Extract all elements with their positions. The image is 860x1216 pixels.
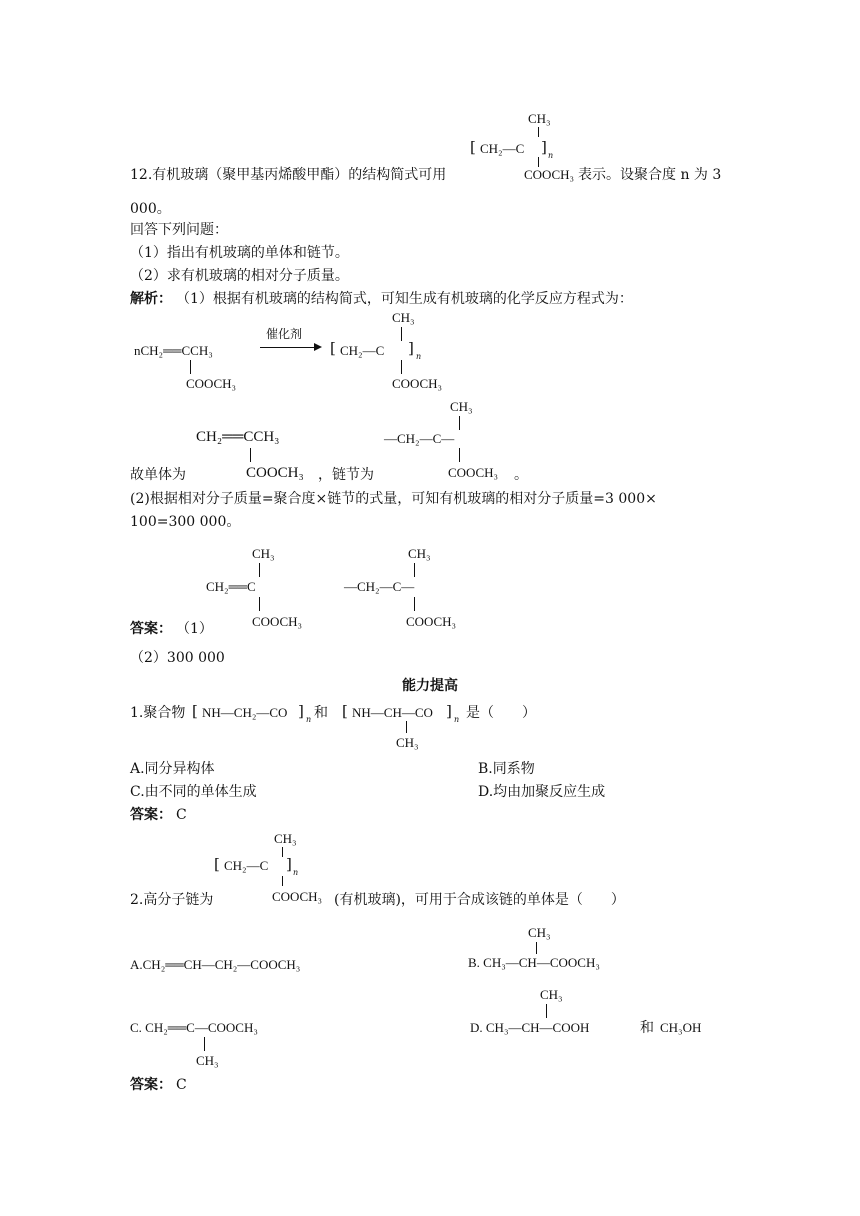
bond-line: [538, 127, 539, 137]
bond-line: [282, 876, 283, 886]
p1-prefix: 1.聚合物: [130, 705, 186, 721]
open-bracket: [: [342, 702, 348, 720]
monomer-label: 故单体为: [130, 467, 186, 483]
catalyst-label: 催化剂: [266, 327, 303, 341]
open-bracket: [: [214, 855, 220, 873]
bond-line: [546, 1004, 547, 1018]
p2-d-tail: CH₃OH: [660, 1020, 702, 1035]
p1-option-a: A.同分异构体: [130, 761, 215, 777]
bond-line: [406, 721, 407, 733]
degree-n: n: [416, 352, 422, 361]
chain-label: ，链节为: [318, 467, 374, 483]
p2-b-methyl: CH₃: [528, 925, 551, 940]
p2-d-and: 和: [640, 1020, 654, 1036]
open-bracket: [: [330, 339, 336, 357]
ans-monomer: CH₂══C: [206, 579, 256, 594]
q12-sub1: （1）指出有机玻璃的单体和链节。: [130, 245, 349, 261]
bond-line: [538, 157, 539, 167]
period: 。: [514, 467, 528, 483]
open-bracket: [: [192, 702, 198, 720]
p1-and: 和: [314, 705, 328, 721]
product-methyl: CH₃: [392, 310, 415, 325]
section-title: 能力提高: [402, 678, 458, 694]
bond-line: [250, 448, 251, 462]
bond-line: [204, 1037, 205, 1051]
chain-ester: COOCH₃: [448, 465, 499, 480]
close-bracket: ]: [298, 702, 304, 720]
p2-answer-label: 答案：: [130, 1077, 172, 1093]
p2-option-d: D. CH₃—CH—COOH: [470, 1020, 590, 1035]
ester-group: COOCH₃: [524, 167, 575, 182]
q12-line3: 回答下列问题：: [130, 222, 228, 238]
monomer-ester: COOCH₃: [246, 465, 304, 481]
part2-line2: 100=300 000。: [130, 514, 241, 530]
answer-1: （1）: [176, 621, 213, 637]
p2-option-b: B. CH₃—CH—COOCH₃: [468, 955, 600, 970]
bond-line: [401, 327, 402, 341]
degree-n: n: [293, 868, 299, 877]
bond-line: [536, 942, 537, 954]
bond-line: [401, 360, 402, 374]
p1-polymer2: NH—CH—CO: [352, 705, 433, 720]
p2-methyl: CH₃: [274, 831, 297, 846]
degree-n: n: [548, 151, 554, 160]
close-bracket: ]: [408, 339, 414, 357]
bond-line: [190, 360, 191, 374]
q12-line1-suffix: 表示。设聚合度 n 为 3: [578, 167, 722, 183]
bond-line: [459, 448, 460, 462]
ans-monomer-methyl: CH₃: [252, 546, 275, 561]
polymer-chain: CH₂—C: [480, 141, 525, 156]
p2-option-c: C. CH₂══C—COOCH₃: [130, 1020, 258, 1035]
p2-option-a: A.CH₂══CH—CH₂—COOCH₃: [130, 957, 301, 972]
reactant-monomer: nCH₂══CCH₃: [134, 343, 213, 358]
bond-line: [414, 563, 415, 577]
reaction-arrow: [260, 347, 316, 348]
answer-label: 答案：: [130, 621, 172, 637]
p2-prefix: 2.高分子链为: [130, 892, 214, 908]
p1-methyl: CH₃: [396, 735, 419, 750]
chain-unit: —CH₂—C—: [384, 431, 455, 446]
ans-chain-methyl: CH₃: [408, 546, 431, 561]
close-bracket: ]: [446, 702, 452, 720]
degree-n: n: [306, 715, 312, 724]
bond-line: [282, 847, 283, 857]
p2-suffix: (有机玻璃)，可用于合成该链的单体是（ ）: [334, 892, 625, 908]
ans-chain: —CH₂—C—: [344, 579, 415, 594]
ans-chain-ester: COOCH₃: [406, 614, 457, 629]
p1-option-b: B.同系物: [478, 761, 535, 777]
analysis-label: 解析：: [130, 291, 172, 307]
q12-sub2: （2）求有机玻璃的相对分子质量。: [130, 268, 349, 284]
close-bracket: ]: [286, 855, 292, 873]
q12-line2: 000。: [130, 201, 171, 217]
p1-option-c: C.由不同的单体生成: [130, 784, 257, 800]
q12-line1-prefix: 12.有机玻璃（聚甲基丙烯酸甲酯）的结构简式可用: [130, 167, 447, 183]
reactant-ester: COOCH₃: [186, 376, 237, 391]
answer-2: （2）300 000: [130, 650, 225, 666]
product-ester: COOCH₃: [392, 376, 443, 391]
arrow-head-icon: [314, 343, 322, 351]
analysis-text: （1）根据有机玻璃的结构简式，可知生成有机玻璃的化学反应方程式为：: [176, 291, 633, 307]
product-chain: CH₂—C: [340, 343, 385, 358]
close-bracket: ]: [541, 138, 547, 156]
p2-answer: C: [176, 1077, 187, 1093]
p1-polymer1: NH—CH₂—CO: [202, 705, 288, 720]
bond-line: [414, 597, 415, 611]
p1-answer: C: [176, 807, 187, 823]
ans-monomer-ester: COOCH₃: [252, 614, 303, 629]
degree-n: n: [454, 715, 460, 724]
part2-line1: (2)根据相对分子质量=聚合度×链节的式量，可知有机玻璃的相对分子质量=3 000×: [130, 491, 657, 507]
p2-ester: COOCH₃: [272, 889, 323, 904]
bond-line: [459, 416, 460, 430]
monomer-formula: CH₂══CCH₃: [196, 429, 280, 445]
open-bracket: [: [470, 138, 476, 156]
bond-line: [259, 597, 260, 611]
p2-chain: CH₂—C: [224, 858, 269, 873]
p1-suffix: 是（ ）: [466, 705, 536, 721]
methyl-label: CH₃: [528, 111, 551, 126]
bond-line: [259, 563, 260, 577]
chain-methyl: CH₃: [450, 399, 473, 414]
p1-answer-label: 答案：: [130, 807, 172, 823]
p2-d-methyl: CH₃: [540, 987, 563, 1002]
p1-option-d: D.均由加聚反应生成: [478, 784, 606, 800]
p2-c-methyl: CH₃: [196, 1053, 219, 1068]
